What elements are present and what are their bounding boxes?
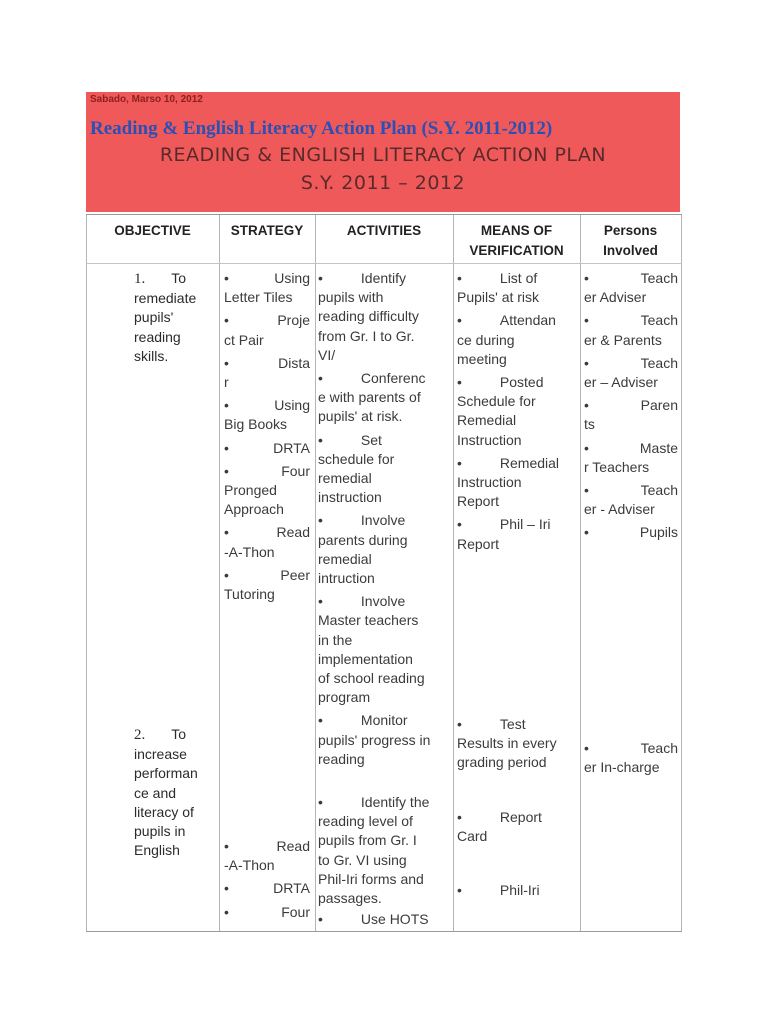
list-item: • Monitor: [318, 712, 408, 729]
list-item: • Four: [224, 462, 310, 479]
list-item: • Remedial: [457, 454, 560, 471]
persons-list-1: • Teach er Adviser • Teach er & Parents • Teach er – Adviser • Paren ts • Maste r Teachers • Teach er - Adviser • Pupils: [584, 269, 678, 543]
action-plan-table: [86, 214, 682, 932]
header-means-of-verification: MEANS OF VERIFICATION: [469, 223, 564, 258]
list-item: • Teach: [584, 312, 678, 329]
list-item: • Use HOTS: [318, 911, 429, 928]
means-list-1: • List of Pupils' at risk • Attendan ce during meeting • Posted Schedule for Remedial Instruction • Remedial Instruction Report • Phil – Iri Report: [457, 269, 577, 554]
activities-list: • Identify pupils with reading difficulty from Gr. I to Gr. VI/ • Conferenc e with parents of pupils' at risk. • Set schedule for remedial instruction • Involve parents during remedial intruction • Involve Master teachers in the implementation of school reading program • Monitor pupils' progress in reading • Identify the reading level of pupils from Gr. I to Gr. VI using Phil-Iri forms and passages. • Use HOTS: [318, 269, 450, 930]
list-item: • Using: [224, 397, 310, 414]
objective-1: 1. To remediate pupils' reading skills.: [134, 270, 197, 364]
list-item: • Teach: [584, 740, 678, 756]
list-item: • Identify the: [318, 794, 430, 811]
list-item: • Using: [224, 270, 310, 286]
list-item: • Proje: [224, 312, 310, 329]
list-item: • Report: [457, 808, 542, 825]
header-objective: OBJECTIVE: [114, 223, 191, 238]
strategy-list-1: • Using Letter Tiles • Proje ct Pair • Dista r • Using Big Books • DRTA • Four Pronged Approach • Read -A-Thon • Peer Tutoring: [224, 270, 310, 603]
list-item: • List of: [457, 270, 538, 286]
post-title-link[interactable]: Reading & English Literacy Action Plan (S.Y. 2011-2012): [90, 118, 553, 139]
table-border: [681, 215, 682, 931]
list-item: • Set: [318, 431, 382, 448]
list-item: • DRTA: [224, 439, 310, 456]
strategy-list-2: • Read -A-Thon • DRTA • Four: [224, 837, 310, 922]
plan-school-year: S.Y. 2011 – 2012: [300, 172, 466, 194]
means-list-2: • Test Results in every grading period • Report Card • Phil-Iri: [457, 715, 577, 900]
list-item: • Read: [224, 838, 310, 854]
column-divider: [453, 215, 454, 931]
list-item: • Read: [224, 524, 310, 541]
list-item: • Four: [224, 903, 310, 920]
list-item: • Identify: [318, 270, 407, 286]
plan-heading: READING & ENGLISH LITERACY ACTION PLAN: [159, 144, 607, 166]
header-activities: ACTIVITIES: [346, 223, 422, 238]
list-item: • Conferenc: [318, 370, 426, 387]
list-item: • Involve: [318, 593, 406, 610]
list-item: • Dista: [224, 354, 310, 371]
list-item: • Involve: [318, 512, 406, 529]
list-item: • Teach: [584, 270, 678, 286]
list-item: • Maste: [584, 439, 678, 456]
list-item: • Phil-Iri: [457, 882, 540, 899]
objective-2: 2. To increase performan ce and literacy of pupils in English: [134, 726, 198, 859]
column-divider: [580, 215, 581, 931]
list-item: • Teach: [584, 482, 678, 499]
post-header-banner: [86, 92, 680, 212]
list-item: • DRTA: [224, 880, 310, 897]
list-item: • Posted: [457, 374, 544, 391]
list-item: • Teach: [584, 354, 678, 371]
column-divider: [219, 215, 220, 931]
list-item: • Phil – Iri: [457, 516, 551, 533]
column-divider: [315, 215, 316, 931]
list-item: • Paren: [584, 397, 678, 414]
header-strategy: STRATEGY: [230, 223, 304, 238]
list-item: • Attendan: [457, 312, 556, 329]
header-persons-involved: Persons Involved: [603, 223, 658, 258]
persons-list-2: • Teach er In-charge: [584, 740, 678, 776]
list-item: • Test: [457, 716, 526, 732]
post-date: Sabado, Marso 10, 2012: [90, 94, 203, 105]
list-item: • Pupils: [584, 524, 678, 541]
table-border: [86, 215, 87, 931]
list-item: • Peer: [224, 566, 310, 583]
